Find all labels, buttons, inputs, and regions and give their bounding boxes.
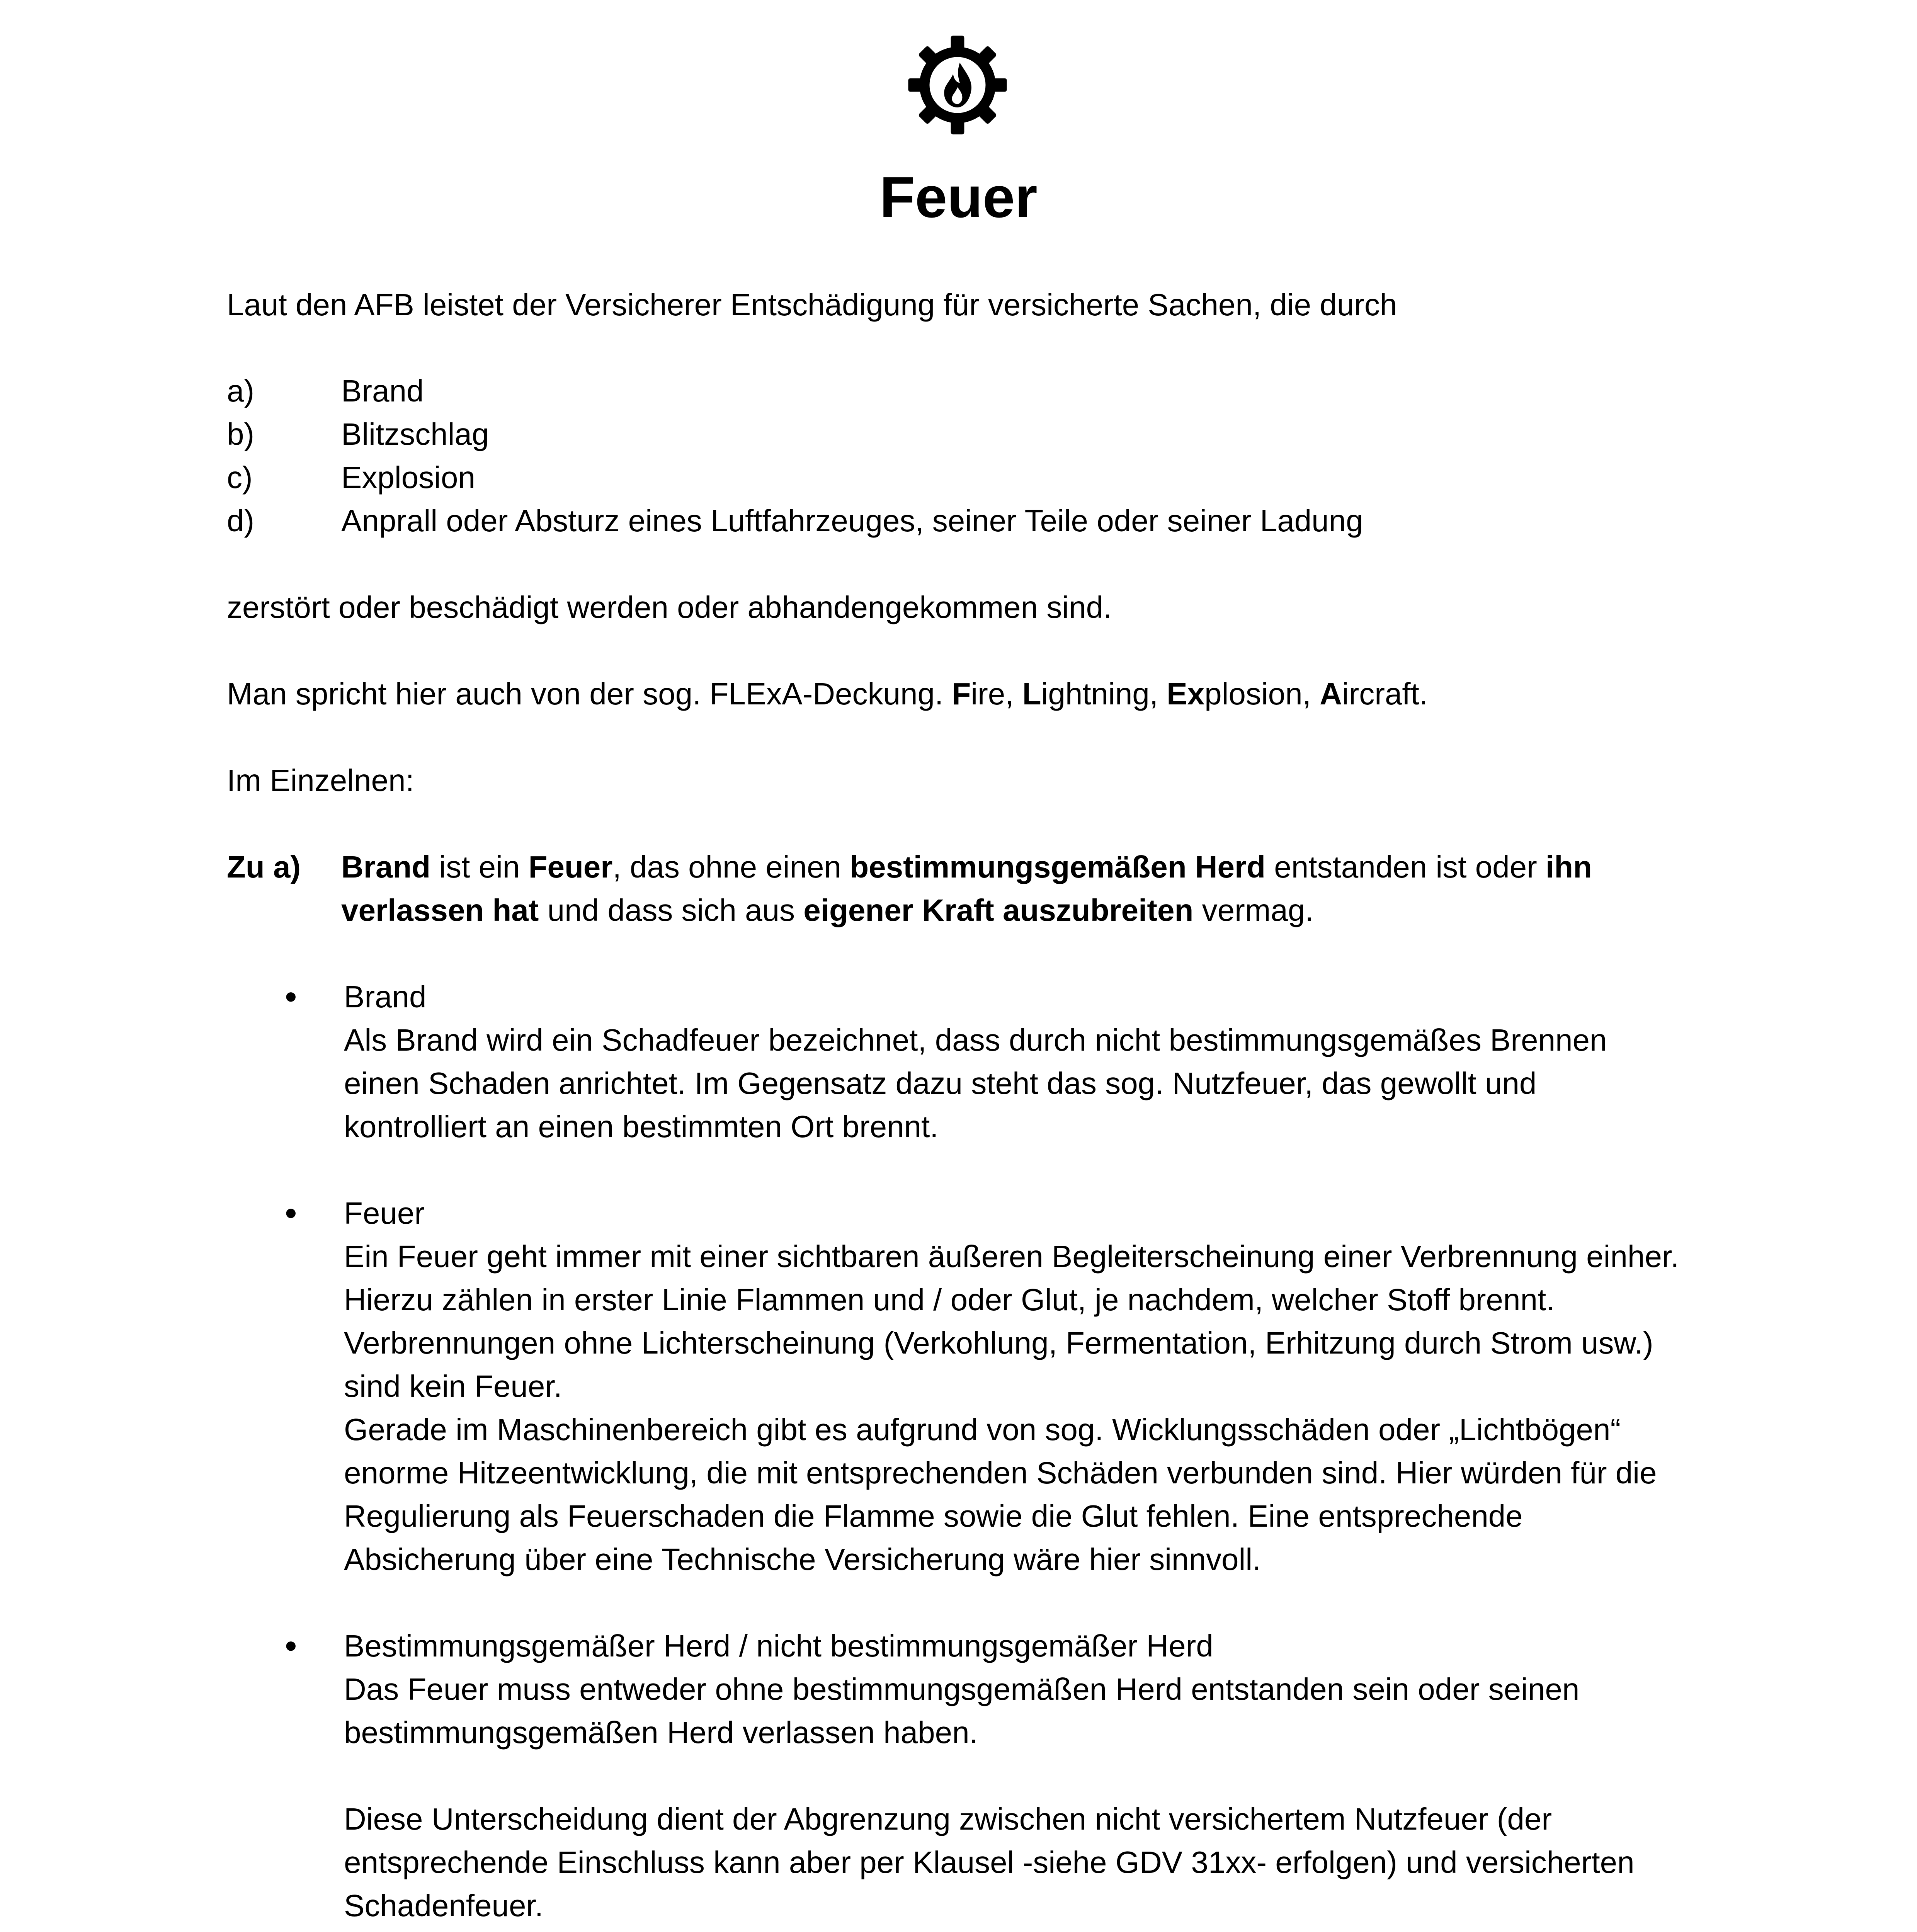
bullet-heading-brand: Brand	[344, 980, 427, 1014]
term-brand: Brand	[341, 850, 431, 884]
term-feuer: Feuer	[528, 850, 613, 884]
im-einzelnen-label: Im Einzelnen:	[227, 763, 414, 798]
peril-text: Anprall oder Absturz eines Luftfahrzeuges, seiner Teile oder seiner Ladung	[341, 503, 1363, 538]
definition-text: entstanden ist oder	[1266, 850, 1546, 884]
bullet-body-brand: Als Brand wird ein Schadfeuer bezeichnet, dass durch nicht bestimmungsgemäßes Brennen einen Schaden anrichtet. Im Gegensatz dazu steht das sog. Nutzfeuer, das gewollt und kontrolliert an einen bestimmten Ort brennt.	[344, 1023, 1607, 1144]
bullet-body-herd-2: Diese Unterscheidung dient der Abgrenzung zwischen nicht versichertem Nutzfeuer (der entsprechende Einschluss kann aber per Klausel -siehe GDV 31xx- erfolgen) und versicherten Schadenfeuer.	[344, 1802, 1635, 1923]
definition-text: vermag.	[1193, 893, 1314, 927]
bullet-heading-herd: Bestimmungsgemäßer Herd / nicht bestimmungsgemäßer Herd	[344, 1629, 1213, 1663]
flexa-paragraph	[227, 672, 1428, 716]
definition-text: , das ohne einen	[612, 850, 850, 884]
bullet-icon: •	[285, 1194, 297, 1233]
after-list-paragraph: zerstört oder beschädigt werden oder abhandengekommen sind.	[227, 590, 1112, 624]
definition-text: und dass sich aus	[539, 893, 804, 927]
bullet-body-herd-1: Das Feuer muss entweder ohne bestimmungsgemäßen Herd entstanden sein oder seinen bestimmungsgemäßen Herd verlassen haben.	[344, 1672, 1580, 1750]
peril-text: Blitzschlag	[341, 417, 489, 451]
bullet-heading-feuer: Feuer	[344, 1196, 425, 1230]
zu-a-label: Zu a)	[227, 850, 301, 884]
peril-text: Brand	[341, 374, 424, 408]
flexa-word: ightning,	[1041, 677, 1167, 711]
page-title: Feuer	[879, 165, 1038, 230]
peril-text: Explosion	[341, 460, 475, 495]
term-verlassen: ihn verlassen hat	[341, 850, 1592, 927]
bullet-icon: •	[285, 1627, 297, 1665]
peril-marker: b)	[227, 417, 255, 451]
peril-marker: d)	[227, 503, 255, 538]
bullet-icon: •	[285, 978, 297, 1016]
peril-marker: c)	[227, 460, 253, 495]
flexa-word: ire,	[971, 677, 1022, 711]
zu-a-definition	[341, 845, 1663, 932]
term-ausbreiten: eigener Kraft auszubreiten	[803, 893, 1194, 927]
flexa-letter: A	[1320, 677, 1342, 711]
gear-flame-icon	[902, 29, 1014, 141]
term-herd: bestimmungsgemäßen Herd	[850, 850, 1266, 884]
peril-marker: a)	[227, 374, 255, 408]
flexa-prefix: Man spricht hier auch von der sog. FLExA-Deckung.	[227, 677, 952, 711]
intro-paragraph: Laut den AFB leistet der Versicherer Entschädigung für versicherte Sachen, die durch	[227, 287, 1397, 322]
bullet-body-feuer-2: Gerade im Maschinenbereich gibt es aufgrund von sog. Wicklungsschäden oder „Lichtbögen“ enorme Hitzeentwicklung, die mit entsprechenden Schäden verbunden sind. Hier würden für die Regulierung als Feuerschaden die Flamme sowie die Glut fehlen. Eine entsprechende Absicherung über eine Technische Versicherung wäre hier sinnvoll.	[344, 1412, 1657, 1577]
bullet-body-feuer-1: Ein Feuer geht immer mit einer sichtbaren äußeren Begleiterscheinung einer Verbrennung einher. Hierzu zählen in erster Linie Flammen und / oder Glut, je nachdem, welcher Stoff brennt. Verbrennungen ohne Lichterscheinung (Verkohlung, Fermentation, Erhitzung durch Strom usw.) sind kein Feuer.	[344, 1239, 1679, 1403]
flexa-letter: F	[952, 677, 971, 711]
flexa-word: ircraft.	[1342, 677, 1428, 711]
flexa-letter: Ex	[1167, 677, 1205, 711]
definition-text: ist ein	[430, 850, 529, 884]
flexa-word: plosion,	[1204, 677, 1320, 711]
flexa-letter: L	[1022, 677, 1041, 711]
